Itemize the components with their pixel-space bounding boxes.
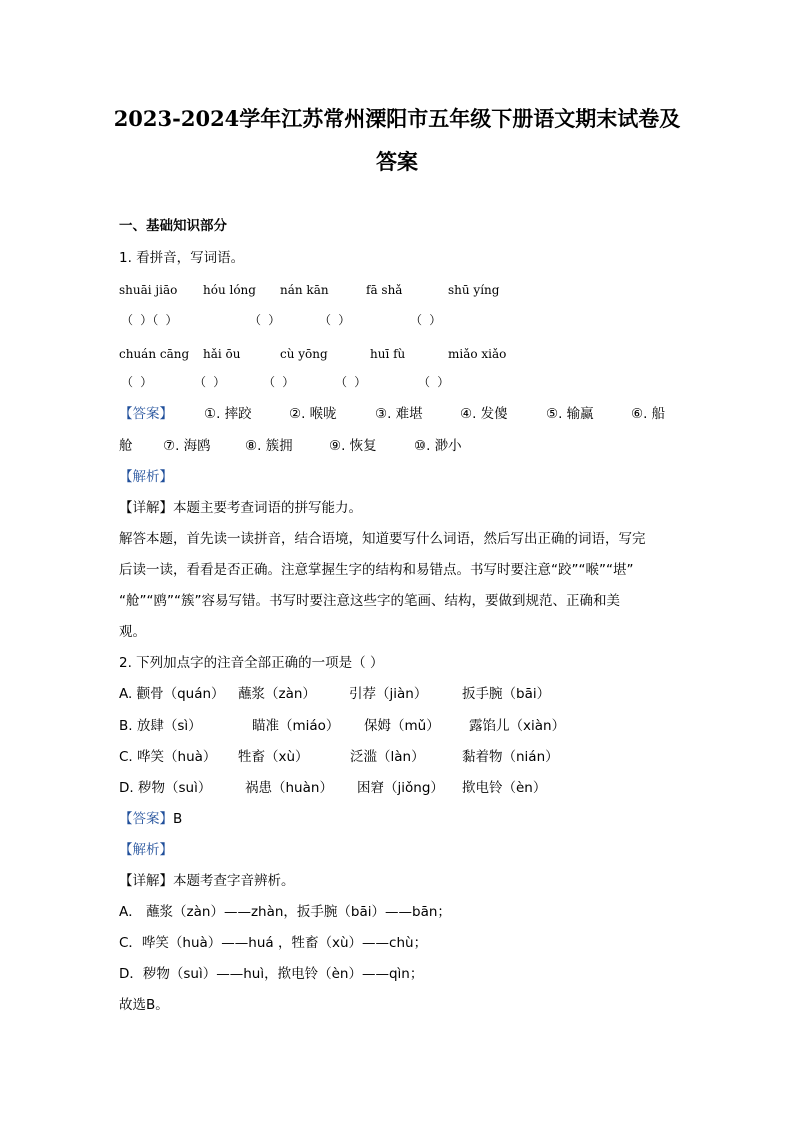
pinyin-item: shū yíng — [448, 283, 500, 297]
option-item: 保姆（mǔ） — [364, 718, 440, 734]
option-item: 黏着物（nián） — [462, 749, 559, 765]
detail-tag: 【详解】 — [119, 500, 173, 516]
option-item: 牲畜（xù） — [238, 749, 309, 765]
option-item: 泛滥（làn） — [350, 749, 425, 765]
option-item: A. 颧骨（quán） — [119, 686, 225, 702]
explanation-line: C．哗笑（huà）——huá ，牲畜（xù）——chù； — [119, 935, 428, 951]
answer-blank: （ ） — [263, 375, 295, 389]
option-item: 扳手腕（bāi） — [462, 686, 551, 702]
option-item: 瞄准（miáo） — [252, 718, 340, 734]
pinyin-item: hóu lóng — [203, 283, 256, 297]
answer-blank: （ ） — [410, 313, 442, 327]
answer-blank: （ ） — [249, 313, 281, 327]
answer-item: ⑩. 渺小 — [414, 438, 462, 454]
answer-blank: （ ） — [121, 375, 153, 389]
answer-item: ④. 发傻 — [460, 406, 508, 422]
option-item: B. 放肆（sì） — [119, 718, 202, 734]
question-2-stem: 2. 下列加点字的注音全部正确的一项是（ ） — [119, 655, 384, 671]
answer-value: B — [173, 811, 183, 827]
pinyin-item: huī fù — [370, 347, 406, 361]
detail-tag: 【详解】 — [119, 873, 173, 889]
explanation-line: D．秽物（suì）——huì，揿电铃（èn）——qìn； — [119, 966, 424, 982]
answer-item: ③. 难堪 — [375, 406, 423, 422]
pinyin-item: fā shǎ — [366, 283, 403, 297]
explanation-line: 故选B。 — [119, 997, 169, 1013]
answer-item: ⑦. 海鸥 — [163, 438, 211, 454]
option-item: C. 哗笑（huà） — [119, 749, 217, 765]
answer-blank: （ ） — [194, 375, 226, 389]
answer-item: ⑥. 船 — [631, 406, 666, 422]
question-1-stem: 1. 看拼音，写词语。 — [119, 250, 245, 266]
option-item: 祸患（huàn） — [245, 780, 333, 796]
option-item: 揿电铃（èn） — [462, 780, 547, 796]
answer-blank: （ ） — [418, 375, 450, 389]
section-heading: 一、基础知识部分 — [119, 218, 227, 234]
pinyin-item: chuán cāng — [119, 347, 190, 361]
document-title-line-1: 2023-2024学年江苏常州溧阳市五年级下册语文期末试卷及 — [113, 106, 681, 131]
answer-blank: （ ）（ ） — [121, 313, 178, 327]
pinyin-item: shuāi jiāo — [119, 283, 178, 297]
answer-item: 舱 — [119, 438, 133, 454]
detail-line — [119, 498, 362, 518]
detail-line — [119, 871, 295, 891]
option-item: 引荐（jiàn） — [349, 686, 428, 702]
answer-line — [119, 809, 182, 829]
detail-text: 本题主要考查词语的拼写能力。 — [173, 500, 362, 516]
pinyin-item: cù yōng — [280, 347, 328, 361]
explanation-paragraph-line: “舱”“鸥”“簇”容易写错。书写时要注意这些字的笔画、结构，要做到规范、正确和美 — [119, 593, 620, 609]
answer-blank: （ ） — [319, 313, 351, 327]
explanation-line: A． 蘸浆（zàn）——zhàn，扳手腕（bāi）——bān； — [119, 904, 451, 920]
answer-item: ⑤. 输赢 — [546, 406, 594, 422]
pinyin-item: nán kān — [280, 283, 329, 297]
analysis-tag: 【解析】 — [119, 842, 173, 858]
detail-text: 本题考查字音辨析。 — [173, 873, 295, 889]
pinyin-item: hǎi ōu — [203, 347, 241, 361]
explanation-paragraph-line: 解答本题，首先读一读拼音，结合语境，知道要写什么词语，然后写出正确的词语，写完 — [119, 531, 646, 547]
answer-item: ⑧. 簇拥 — [245, 438, 293, 454]
answer-item: ⑨. 恢复 — [329, 438, 377, 454]
answer-tag: 【答案】 — [119, 811, 173, 827]
explanation-paragraph-line: 观。 — [119, 624, 146, 640]
analysis-tag: 【解析】 — [119, 469, 173, 485]
option-item: 露馅儿（xiàn） — [469, 718, 566, 734]
option-item: D. 秽物（suì） — [119, 780, 212, 796]
option-item: 蘸浆（zàn） — [238, 686, 316, 702]
answer-item: ②. 喉咙 — [289, 406, 337, 422]
option-item: 困窘（jiǒng） — [357, 780, 444, 796]
answer-item: ①. 摔跤 — [204, 406, 252, 422]
document-title-line-2: 答案 — [376, 149, 418, 174]
answer-blank: （ ） — [335, 375, 367, 389]
pinyin-item: miǎo xiǎo — [448, 347, 507, 361]
answer-tag: 【答案】 — [119, 406, 173, 422]
explanation-paragraph-line: 后读一读，看看是否正确。注意掌握生字的结构和易错点。书写时要注意“跤”“喉”“堪” — [119, 562, 634, 578]
